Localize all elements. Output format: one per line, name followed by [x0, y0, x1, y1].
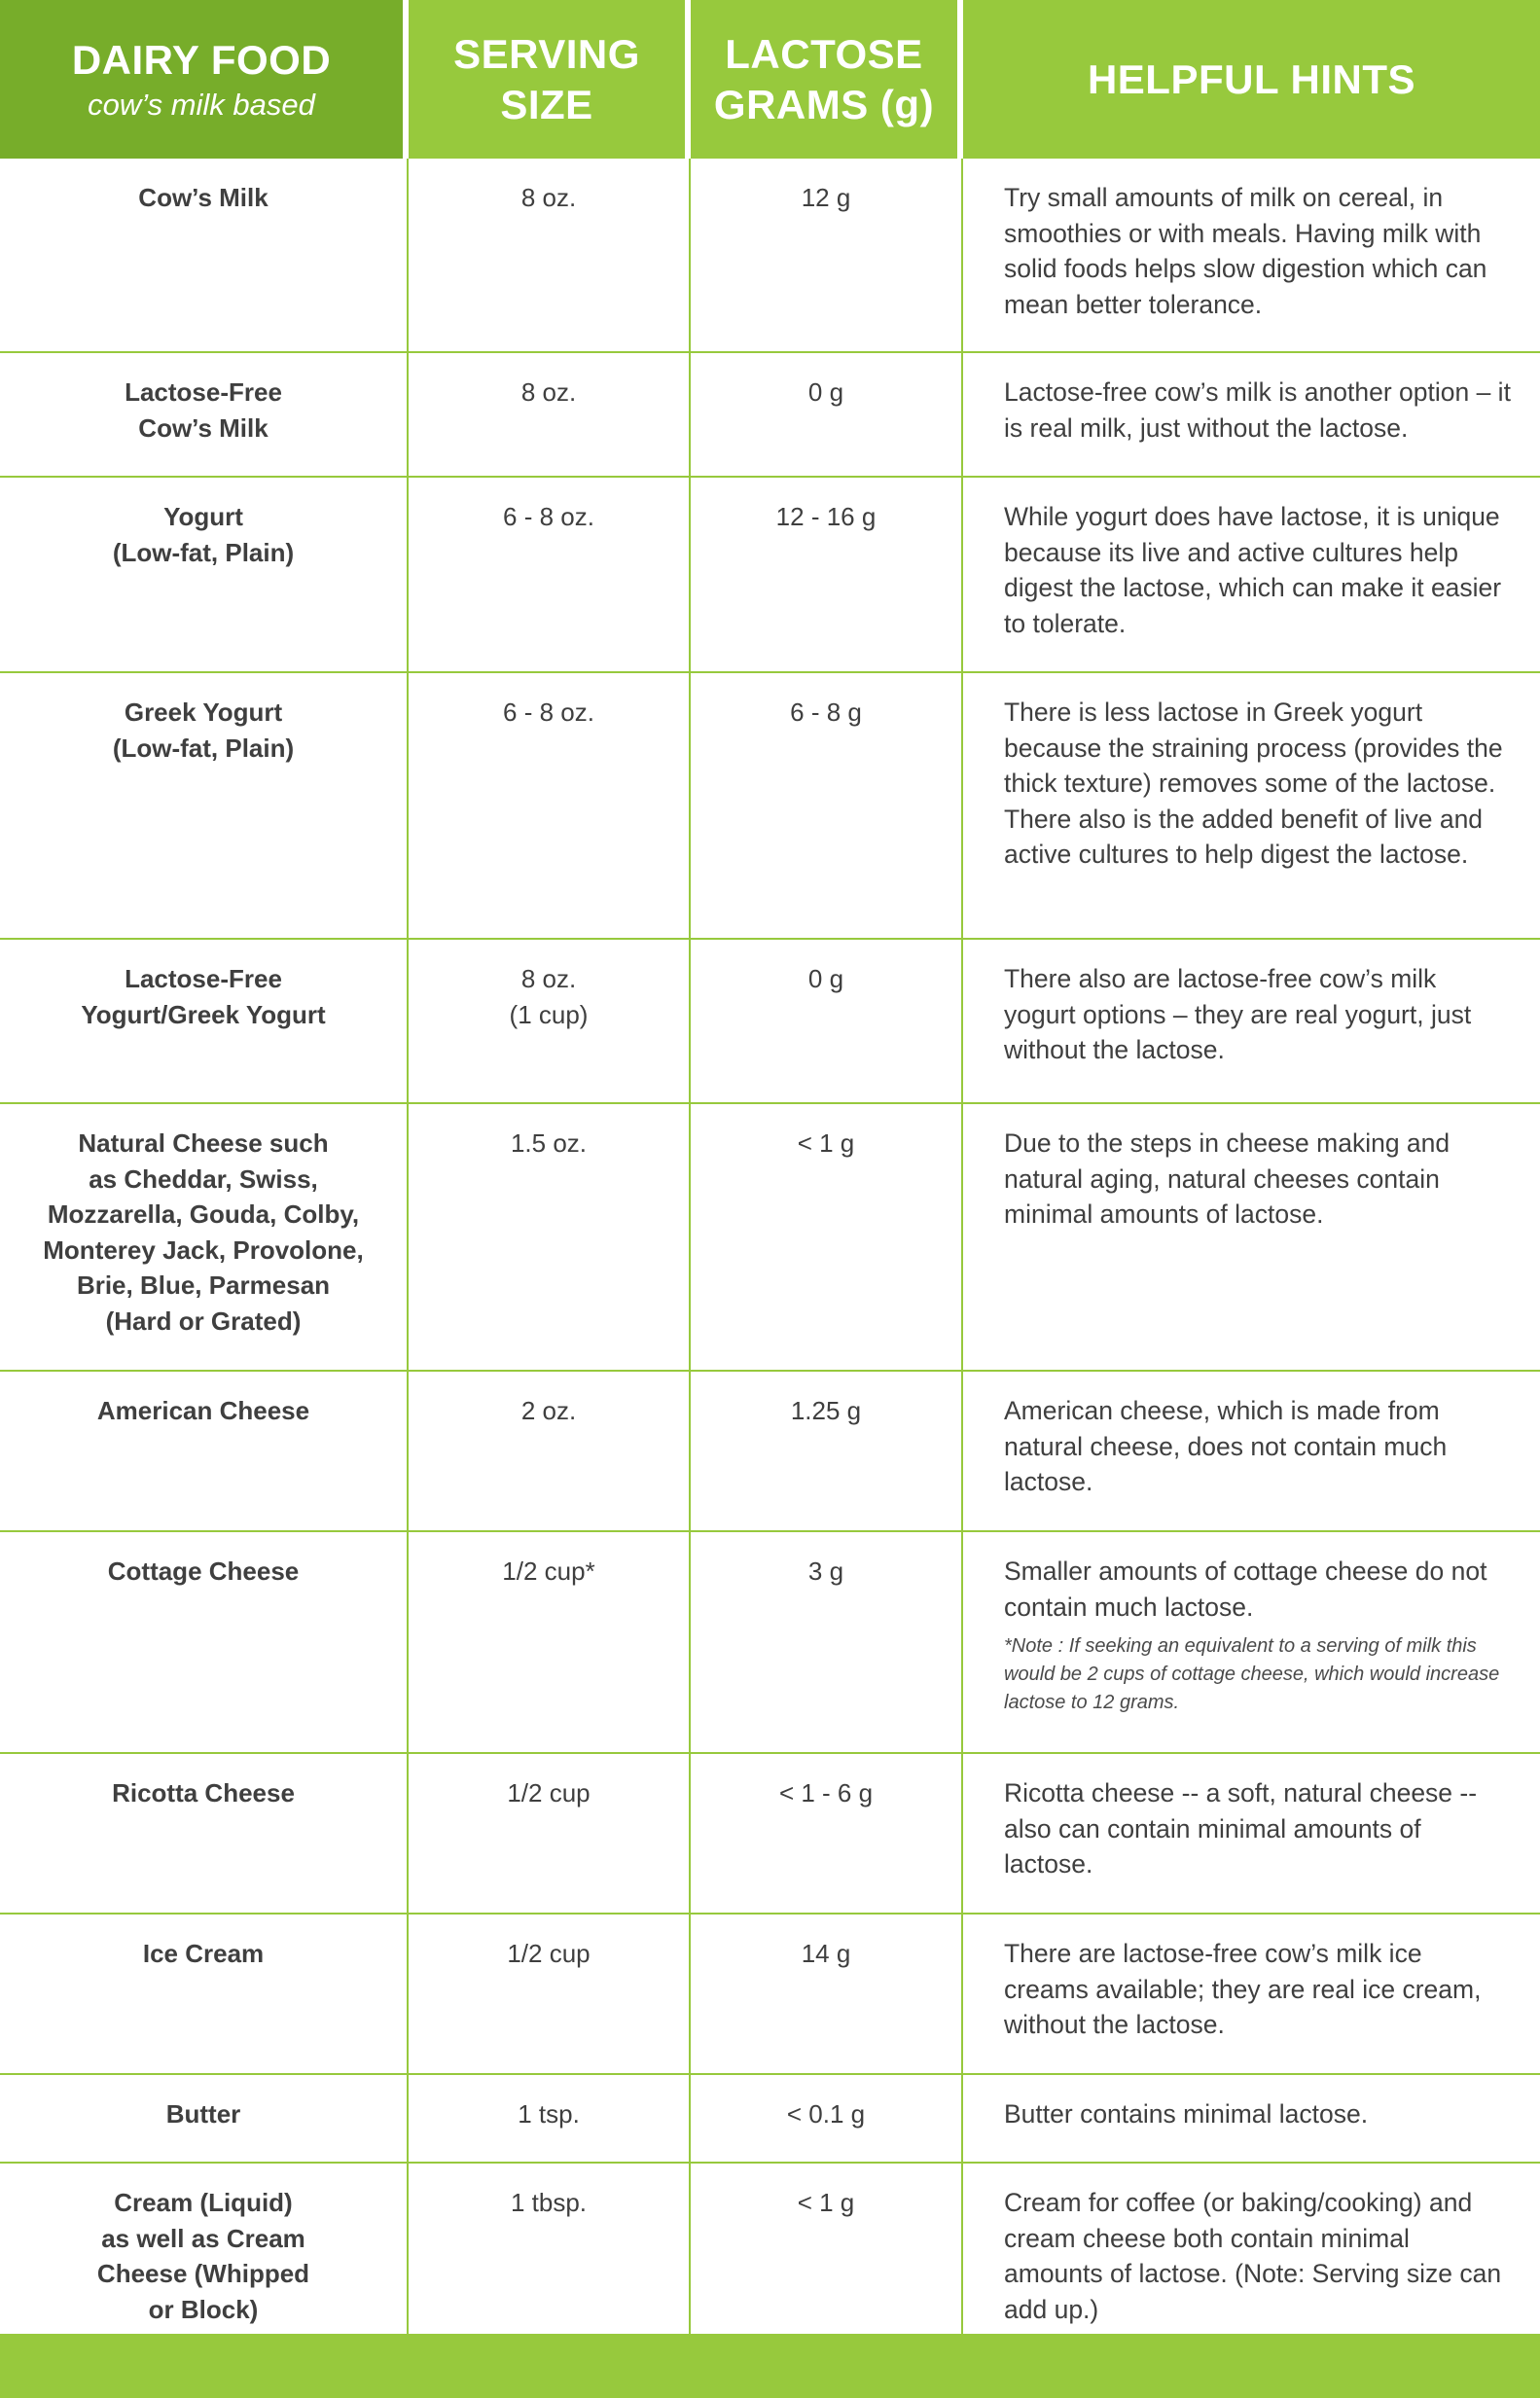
- serving-size: 8 oz.: [409, 159, 691, 351]
- serving-note: *Note : If seeking an equivalent to a serving of milk this would be 2 cups of cottage cheese, which would increase lactose to 12 grams.: [1004, 1635, 1500, 1713]
- helpful-hint: While yogurt does have lactose, it is unique because its live and active cultures help digest the lactose, which can make it easier to tolerate.: [1004, 502, 1502, 638]
- lactose-grams: < 1 - 6 g: [691, 1754, 963, 1913]
- header-serving-size: [409, 0, 691, 159]
- lactose-grams: 3 g: [691, 1532, 963, 1752]
- table-row: [0, 478, 1540, 673]
- food-name: Yogurt (Low-fat, Plain): [0, 478, 409, 671]
- serving-size: 6 - 8 oz.: [409, 478, 691, 671]
- helpful-hint: There also are lactose-free cow’s milk yogurt options – they are real yogurt, just without the lactose.: [1004, 964, 1472, 1064]
- serving-size: 1 tbsp.: [409, 2164, 691, 2354]
- lactose-grams: < 1 g: [691, 2164, 963, 2354]
- lactose-grams: < 1 g: [691, 1104, 963, 1370]
- helpful-hint: Ricotta cheese -- a soft, natural cheese -- also can contain minimal amounts of lactose.: [1004, 1778, 1478, 1879]
- lactose-grams: 12 - 16 g: [691, 478, 963, 671]
- helpful-hint: Smaller amounts of cottage cheese do not contain much lactose.: [1004, 1557, 1487, 1622]
- serving-size: 1/2 cup: [409, 1754, 691, 1913]
- food-name: Natural Cheese such as Cheddar, Swiss, Mozzarella, Gouda, Colby, Monterey Jack, Provolone, Brie, Blue, Parmesan (Hard or Grated): [0, 1104, 409, 1370]
- header-helpful-hints-title: HELPFUL HINTS: [1087, 55, 1416, 102]
- food-name: Greek Yogurt (Low-fat, Plain): [0, 673, 409, 938]
- table-row: [0, 353, 1540, 478]
- food-name: Butter: [0, 2075, 409, 2162]
- table-row: [0, 940, 1540, 1104]
- header-helpful-hints: [963, 0, 1540, 159]
- table-row: [0, 1754, 1540, 1915]
- table-row: [0, 159, 1540, 353]
- food-name: Ricotta Cheese: [0, 1754, 409, 1913]
- lactose-grams: 0 g: [691, 353, 963, 476]
- food-name: Lactose-Free Cow’s Milk: [0, 353, 409, 476]
- lactose-grams: 0 g: [691, 940, 963, 1102]
- header-dairy-food-title: DAIRY FOOD: [71, 36, 332, 83]
- header-dairy-food: [0, 0, 409, 159]
- lactose-grams: 6 - 8 g: [691, 673, 963, 938]
- helpful-hint: There is less lactose in Greek yogurt because the straining process (provides the thick texture) removes some of the lactose. There also is the added benefit of live and active cultures to help digest the lactose.: [1004, 698, 1503, 869]
- header-serving-size-title: SERVING SIZE: [453, 30, 640, 127]
- serving-size: 8 oz. (1 cup): [409, 940, 691, 1102]
- lactose-grams: < 0.1 g: [691, 2075, 963, 2162]
- table-row: [0, 1532, 1540, 1754]
- serving-size: 1 tsp.: [409, 2075, 691, 2162]
- helpful-hint: Lactose-free cow’s milk is another option – it is real milk, just without the lactose.: [1004, 377, 1511, 443]
- helpful-hint: American cheese, which is made from natural cheese, does not contain much lactose.: [1004, 1396, 1448, 1496]
- helpful-hint: Cream for coffee (or baking/cooking) and cream cheese both contain minimal amounts of lactose. (Note: Serving size can add up.): [1004, 2188, 1502, 2324]
- food-name: Cottage Cheese: [0, 1532, 409, 1752]
- food-name: Cow’s Milk: [0, 159, 409, 351]
- table-row: [0, 2164, 1540, 2354]
- helpful-hint-cell: [963, 1532, 1540, 1752]
- serving-size: 2 oz.: [409, 1372, 691, 1530]
- header-dairy-food-subtitle: cow’s milk based: [88, 87, 315, 122]
- helpful-hint: Try small amounts of milk on cereal, in smoothies or with meals. Having milk with solid foods helps slow digestion which can mean better tolerance.: [1004, 183, 1487, 319]
- food-name: American Cheese: [0, 1372, 409, 1530]
- serving-size: 1.5 oz.: [409, 1104, 691, 1370]
- table-row: [0, 1915, 1540, 2075]
- lactose-grams: 1.25 g: [691, 1372, 963, 1530]
- serving-size: 8 oz.: [409, 353, 691, 476]
- serving-size: 1/2 cup: [409, 1915, 691, 2073]
- table-header: [0, 0, 1540, 159]
- serving-size: 1/2 cup*: [409, 1532, 691, 1752]
- table-row: [0, 2075, 1540, 2164]
- helpful-hint: There are lactose-free cow’s milk ice creams available; they are real ice cream, without the lactose.: [1004, 1939, 1482, 2039]
- helpful-hint: Due to the steps in cheese making and natural aging, natural cheeses contain minimal amounts of lactose.: [1004, 1128, 1450, 1229]
- serving-size: 6 - 8 oz.: [409, 673, 691, 938]
- food-name: Cream (Liquid) as well as Cream Cheese (Whipped or Block): [0, 2164, 409, 2354]
- table-row: [0, 673, 1540, 940]
- footer-bar: [0, 2334, 1540, 2398]
- table-row: [0, 1372, 1540, 1532]
- food-name: Lactose-Free Yogurt/Greek Yogurt: [0, 940, 409, 1102]
- food-name: Ice Cream: [0, 1915, 409, 2073]
- lactose-grams: 12 g: [691, 159, 963, 351]
- header-lactose-grams: [691, 0, 963, 159]
- header-lactose-grams-title: LACTOSE GRAMS (g): [713, 30, 935, 127]
- helpful-hint: Butter contains minimal lactose.: [1004, 2099, 1369, 2129]
- lactose-grams: 14 g: [691, 1915, 963, 2073]
- table-row: [0, 1104, 1540, 1372]
